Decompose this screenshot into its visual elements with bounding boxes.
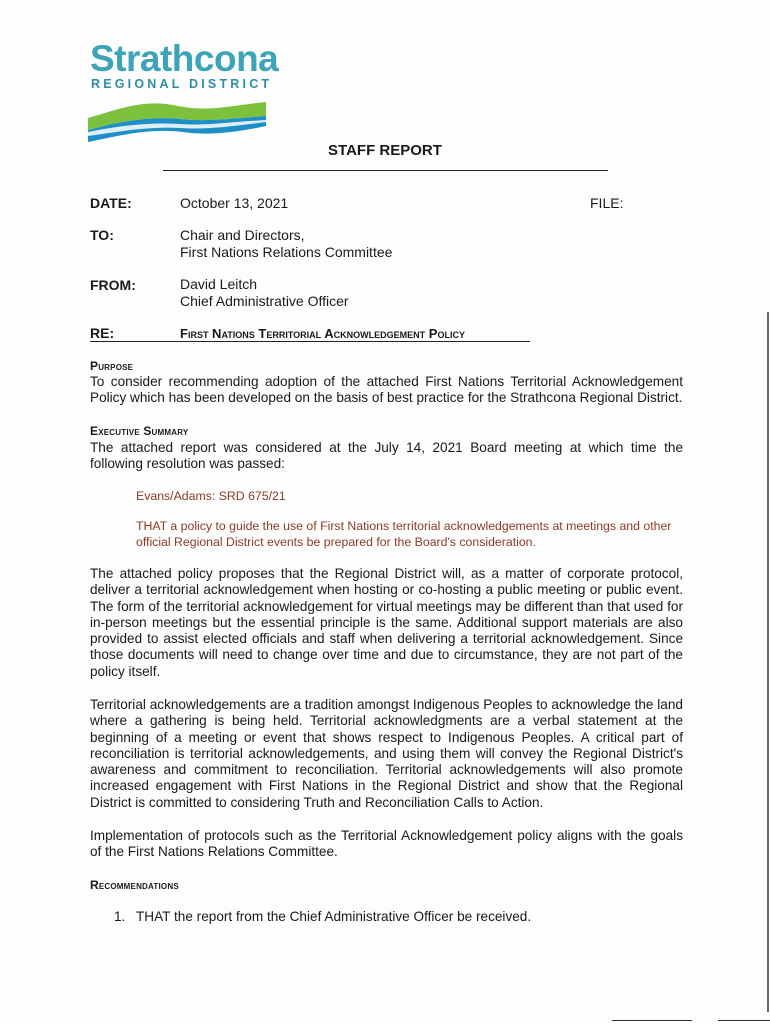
to-line-2: First Nations Relations Committee [180, 244, 393, 260]
report-title-text: STAFF REPORT [328, 142, 442, 159]
re-value: First Nations Territorial Acknowledgement Policy [180, 326, 465, 341]
to-line-1: Chair and Directors, [180, 227, 305, 243]
recommendation-number: 1. [114, 909, 126, 924]
purpose-text: To consider recommending adoption of the attached First Nations Territorial Acknowledgement Policy which has been developed on the basis of best practice for the Strathcona Regional District. [90, 374, 683, 406]
executive-summary-intro: The attached report was considered at the July 14, 2021 Board meeting at which time the following resolution was passed: [90, 440, 683, 472]
from-line-1: David Leitch [180, 276, 258, 292]
date-label: DATE: [90, 195, 132, 211]
purpose-heading: Purpose [90, 359, 134, 373]
recommendation-item: THAT the report from the Chief Administrative Officer be received. [136, 909, 532, 924]
body-paragraph-2: Territorial acknowledgements are a tradition amongst Indigenous Peoples to acknowledge the land where a gathering is being held. Territorial acknowledgments are a verbal statement at the beginning of a meeting or event that shows respect to Indigenous Peoples. A critical part of reconciliation is territorial acknowledgements, and using them will convey the Regional District's awareness and commitment to reconciliation. Territorial acknowledgements will also promote increased engagement with First Nations in the Regional District and show that the Regional District is committed to considering Truth and Reconciliation Calls to Action. [90, 697, 683, 810]
body-paragraph-3: Implementation of protocols such as the Territorial Acknowledgement policy aligns with the goals of the First Nations Relations Committee. [90, 828, 683, 860]
footer-rule-left [612, 1020, 692, 1021]
from-label: FROM: [90, 277, 136, 293]
recommendations-heading: Recommendations [90, 878, 179, 892]
logo-subtitle: REGIONAL DISTRICT [91, 77, 273, 91]
title-divider [163, 170, 608, 171]
footer-rule-right [718, 1020, 770, 1021]
date-value: October 13, 2021 [180, 195, 289, 211]
scan-edge-line [767, 312, 769, 1012]
body-paragraph-1: The attached policy proposes that the Regional District will, as a matter of corporate protocol, deliver a territorial acknowledgement when hosting or co-hosting a public meeting or public event. The form of the territorial acknowledgement for virtual meetings may be different than that used for in-person meetings but the essential principle is the same. Additional support materials are also provided to assist elected officials and staff when delivering a territorial acknowledgement. Since those documents will need to change over time and due to circumstance, they are not part of the policy itself. [90, 566, 683, 679]
re-underline [90, 341, 530, 342]
file-label: FILE: [590, 195, 624, 211]
executive-summary-heading: Executive Summary [90, 424, 189, 438]
board-resolution: THAT a policy to guide the use of First Nations territorial acknowledgements at meetings and other official Regional District events be prepared for the Board's consideration. [136, 519, 672, 549]
re-label: RE: [90, 325, 115, 341]
from-line-2: Chief Administrative Officer [180, 293, 349, 309]
logo-landscape-icon [88, 92, 266, 144]
logo-wordmark: Strathcona [90, 38, 279, 79]
report-title [0, 142, 770, 159]
motion-reference: Evans/Adams: SRD 675/21 [136, 489, 286, 503]
to-label: TO: [90, 227, 114, 243]
